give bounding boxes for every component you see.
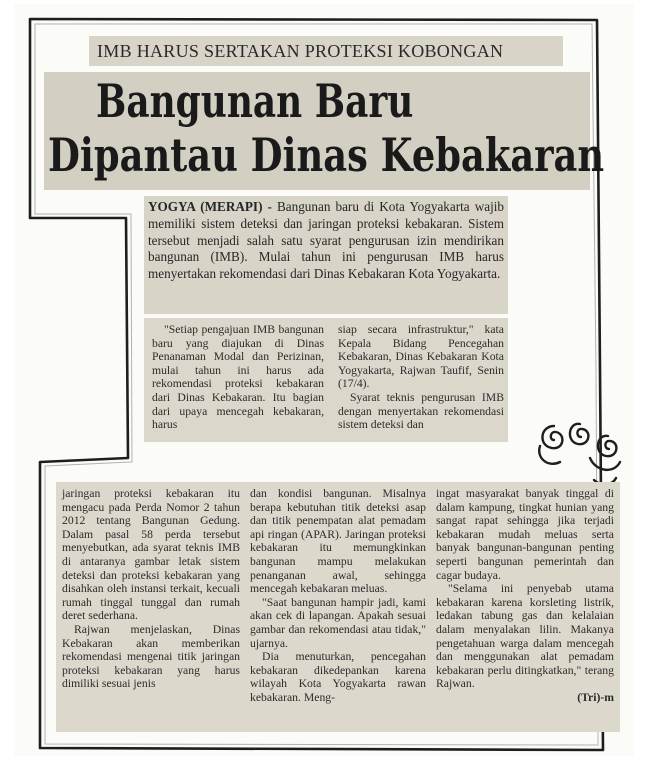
- headline-block: [44, 72, 605, 190]
- paragraph: dan kondisi bangunan. Misalnya berapa kebutuhan titik deteksi asap dan titik penempatan alat pemadam api ringan (APAR). Jaringan proteksi kebakaran itu memungkinkan bangunan mampu melakukan penanganan awal, sehingga mencegah kebakaran meluas.: [250, 487, 426, 596]
- paragraph: ingat masyarakat banyak tinggal di dalam kampung, tingkat hunian yang sangat rapat sehingga jika terjadi kebakaran mudah meluas serta banyak bangunan-bangunan penting seperti bangunan pemerintah dan cagar budaya.: [436, 487, 614, 582]
- author-signature: (Tri)-m: [577, 690, 614, 704]
- article-block-3: [56, 482, 620, 732]
- lead-paragraph-block: [144, 196, 508, 314]
- lead-text: Bangunan baru di Kota Yogyakarta wajib memiliki sistem deteksi dan jaringan proteksi kebakaran. Sistem tersebut menjadi salah satu syarat pengurusan izin mendirikan bangunan (IMB). Mulai tahun ini pengurusan IMB harus menyertakan rekomendasi dari Dinas Kebakaran Kota Yogyakarta.: [148, 199, 504, 282]
- paragraph: "Setiap pengajuan IMB bangunan baru yang diajukan di Dinas Penanaman Modal dan Perizinan, mulai tahun ini harus ada rekomendasi proteksi kebakaran dari Dinas Kebakaran. Itu bagian dari upaya mencegah kebakaran, harus: [152, 323, 324, 432]
- dateline: YOGYA (MERAPI) -: [148, 199, 272, 214]
- lead-paragraph: [148, 199, 504, 283]
- paragraph: "Saat bangunan hampir jadi, kami akan cek di lapangan. Apakah sesuai gambar dan rekomendasi atau tidak," ujarnya.: [250, 595, 426, 650]
- paragraph: Rajwan menjelaskan, Dinas Kebakaran akan memberikan rekomendasi mengenai titik jaringan proteksi kebakaran yang harus dimiliki sesuai jenis: [62, 622, 240, 691]
- block2-column-2: [338, 323, 504, 432]
- block3-column-2: [250, 487, 426, 705]
- kicker-strip: [89, 36, 563, 66]
- headline-line-1: Bangunan Baru: [96, 74, 414, 128]
- paragraph: Dia menuturkan, pencegahan kebakaran dikedepankan karena wilayah Kota Yogyakarta rawan kebakaran. Meng-: [250, 650, 426, 704]
- block3-column-1: [62, 487, 240, 691]
- article-block-2: [144, 318, 508, 442]
- block3-column-3: [436, 487, 614, 705]
- paragraph: siap secara infrastruktur," kata Kepala Bidang Pencegahan Kebakaran, Dinas Kebakaran Kota Yogyakarta, Rajwan Taufif, Senin (17/4).: [338, 323, 504, 391]
- swirl-ornament-icon: [530, 396, 626, 492]
- paragraph: "Selama ini penyebab utama kebakaran karena korsleting listrik, ledakan tabung gas dan kelalaian dalam menyalakan lilin. Makanya pengetahuan warga dalam mencegah dan menggunakan alat pemadam kebakaran perlu ditingkatkan," terang Rajwan.: [436, 582, 614, 691]
- kicker-text: IMB HARUS SERTAKAN PROTEKSI KOBONGAN: [97, 41, 504, 61]
- block2-column-1: [152, 323, 324, 432]
- headline-line-2: Dipantau Dinas Kebakaran: [48, 128, 605, 182]
- paragraph: jaringan proteksi kebakaran itu mengacu pada Perda Nomor 2 tahun 2012 tentang Bangunan Gedung. Dalam pasal 58 perda tersebut menyebutkan, ada syarat teknis IMB di antaranya gambar letak sistem deteksi dan proteksi kebakaran yang disahkan oleh instansi terkait, kecuali rumah tinggal tunggal dan rumah deret sederhana.: [62, 487, 240, 623]
- paragraph: Syarat teknis pengurusan IMB dengan menyertakan rekomendasi sistem deteksi dan: [338, 390, 504, 432]
